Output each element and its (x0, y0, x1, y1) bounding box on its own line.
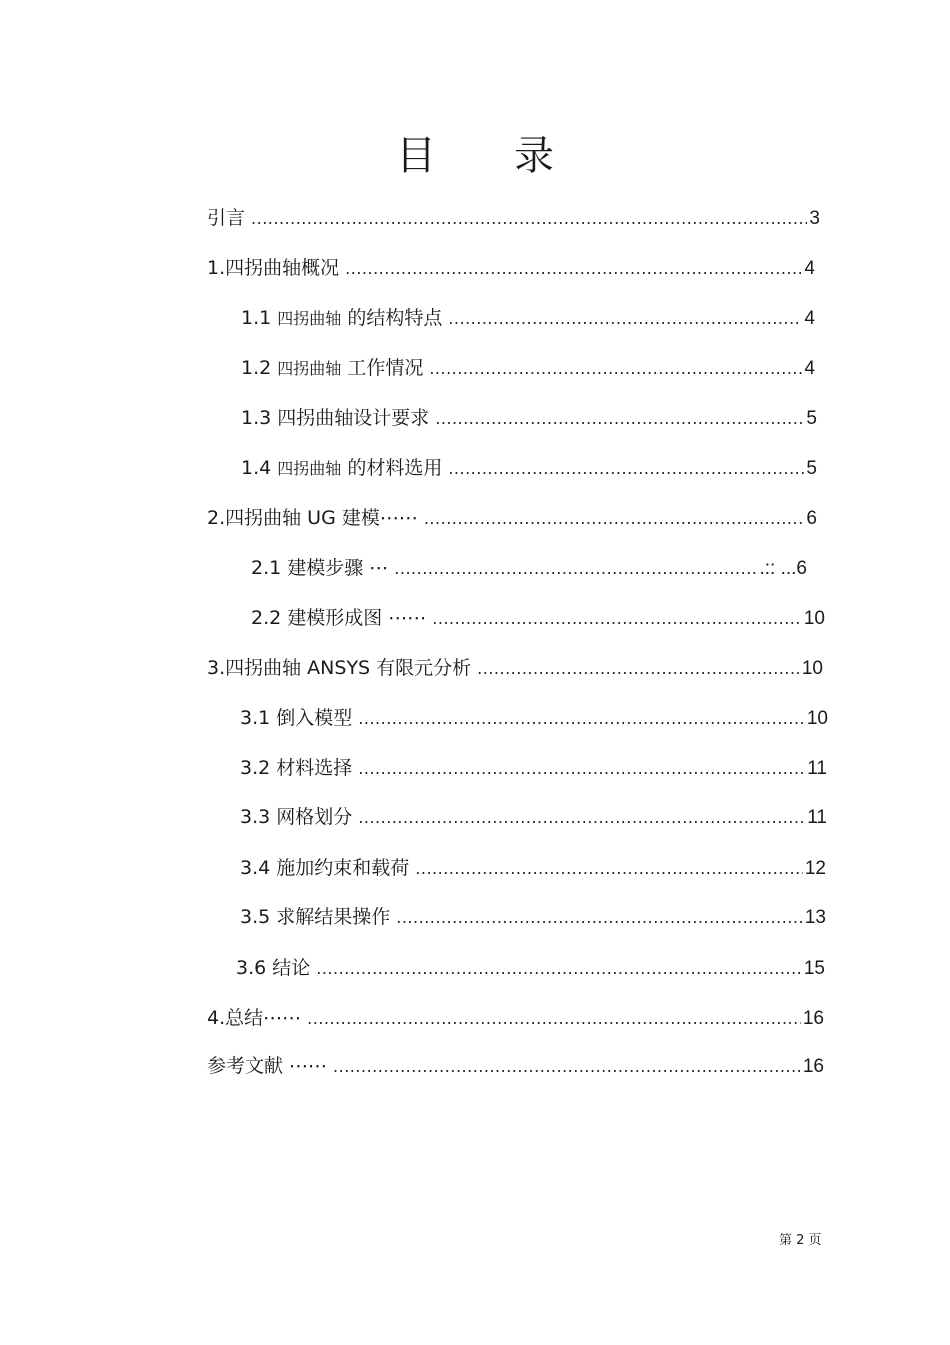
dot-leader (432, 606, 802, 632)
toc-entry-page: 11 (807, 758, 827, 779)
toc-entry-label: 引言 (207, 207, 246, 229)
dot-leader (345, 256, 802, 282)
toc-entry-label: 3.3 网格划分 (240, 806, 353, 828)
dot-leader (316, 956, 802, 982)
dot-leader (251, 206, 807, 232)
dot-leader (477, 656, 800, 682)
dot-leader (435, 406, 804, 432)
toc-entry-label: 1.四拐曲轴概况 (207, 257, 340, 279)
toc-entry-1-3[interactable] (241, 405, 817, 432)
page-title (0, 130, 950, 182)
toc-entry-4[interactable] (207, 1005, 824, 1032)
dot-leader (448, 456, 804, 482)
toc-entry-label: 2.1 建模步骤 ⋯ (251, 557, 389, 579)
toc-entry-label: 3.1 倒入模型 (240, 707, 353, 729)
toc-entry-intro[interactable] (207, 205, 820, 232)
dot-leader (415, 856, 803, 882)
toc-entry-page: 5 (806, 458, 817, 479)
toc-entry-page: 13 (804, 907, 826, 928)
dot-leader (394, 556, 757, 582)
dot-leader (358, 756, 805, 782)
toc-entry-label: 3.四拐曲轴 ANSYS 有限元分析 (207, 657, 472, 679)
toc-entry-page: 4 (804, 358, 815, 379)
toc-entry-page: 4 (804, 308, 815, 329)
toc-entry-label: 1.1 四拐曲轴 的结构特点 (241, 307, 443, 329)
toc-entry-3-5[interactable] (240, 904, 826, 931)
toc-entry-page: 10 (806, 708, 828, 729)
title-char-2: 录 (514, 133, 554, 179)
toc-entry-label: 3.4 施加约束和载荷 (240, 857, 410, 879)
toc-entry-label: 4.总结⋯⋯ (207, 1007, 302, 1029)
toc-entry-page: 4 (804, 258, 815, 279)
dot-leader (333, 1054, 801, 1080)
toc-entry-label: 1.4 四拐曲轴 的材料选用 (241, 457, 443, 479)
dot-leader (396, 905, 803, 931)
toc-entry-page: 6 (806, 508, 817, 529)
toc-entry-page: 10 (801, 658, 823, 679)
dot-leader (429, 356, 802, 382)
dot-leader (307, 1006, 801, 1032)
toc-entry-page: 12 (804, 858, 826, 879)
dot-leader (424, 506, 805, 532)
page-number-footer: 第 2 页 (779, 1233, 822, 1248)
toc-entry-label: 3.6 结论 (236, 957, 311, 979)
toc-entry-page: 16 (802, 1056, 824, 1077)
toc-entry-1[interactable] (207, 255, 815, 282)
dot-leader (448, 306, 802, 332)
toc-entry-2-2[interactable] (251, 605, 825, 632)
toc-entry-1-2[interactable] (241, 355, 815, 382)
toc-entry-3-2[interactable] (240, 755, 827, 782)
toc-entry-3-3[interactable] (240, 804, 827, 831)
toc-entry-label: 3.5 求解结果操作 (240, 906, 391, 928)
toc-entry-page: 16 (802, 1008, 824, 1029)
toc-entry-page: 5 (806, 408, 817, 429)
toc-entry-references[interactable] (207, 1053, 824, 1080)
toc-entry-2[interactable] (207, 505, 817, 532)
toc-entry-page: 3 (809, 208, 820, 229)
dot-leader (358, 805, 805, 831)
toc-entry-label: 2.四拐曲轴 UG 建模⋯⋯ (207, 507, 418, 529)
toc-entry-page: 15 (803, 958, 825, 979)
toc-entry-label: 参考文献 ⋯⋯ (207, 1055, 328, 1077)
toc-entry-3-4[interactable] (240, 855, 826, 882)
toc-entry-label: 3.2 材料选择 (240, 757, 353, 779)
toc-entry-1-1[interactable] (241, 305, 815, 332)
toc-entry-label: 1.2 四拐曲轴 工作情况 (241, 357, 424, 379)
title-char-1: 目 (396, 133, 436, 179)
toc-entry-label: 2.2 建模形成图 ⋯⋯ (251, 607, 427, 629)
toc-entry-label: 1.3 四拐曲轴设计要求 (241, 407, 430, 429)
toc-entry-1-4[interactable] (241, 455, 817, 482)
toc-entry-3-6[interactable] (236, 955, 825, 982)
toc-entry-page: 10 (803, 608, 825, 629)
toc-entry-2-1[interactable] (251, 555, 807, 582)
toc-entry-page: .:: ...6 (759, 558, 807, 579)
toc-entry-3-1[interactable] (240, 705, 828, 732)
toc-entry-3[interactable] (207, 655, 823, 682)
toc-entry-page: 11 (807, 807, 827, 828)
dot-leader (358, 706, 805, 732)
